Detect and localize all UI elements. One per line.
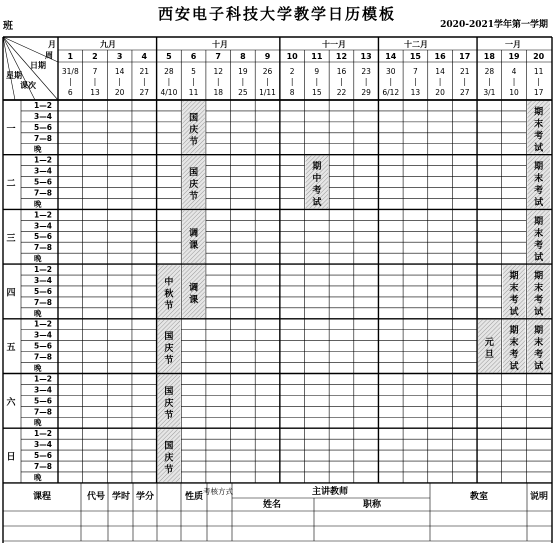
period-label: 3—4 [34, 221, 52, 231]
semester-label: 2020-2021学年第一学期 [440, 20, 548, 30]
class-label: 班 [3, 21, 13, 32]
period-label: 7—8 [34, 188, 52, 198]
nature-header: 性质 [184, 492, 204, 502]
period-label: 1—2 [34, 100, 52, 110]
week-number: 19 [508, 52, 520, 61]
weekday-label: 五 [6, 343, 16, 354]
period-label: 7—8 [34, 297, 52, 307]
period-label: 晚 [34, 144, 42, 154]
corner-month-label: 月 [48, 40, 56, 49]
week-end-date: 27 [139, 88, 150, 97]
corner-date-label: 日期 [30, 61, 46, 70]
week-start-date: 26 [262, 67, 273, 76]
week-end-date: 1/11 [259, 88, 276, 97]
week-number: 2 [92, 52, 98, 61]
period-label: 1—2 [34, 210, 52, 220]
week-number: 10 [286, 52, 298, 61]
week-start-date: 7 [92, 67, 98, 76]
week-end-date: 20 [114, 88, 125, 97]
week-number: 12 [335, 52, 348, 61]
week-start-date: 5 [191, 67, 196, 76]
week-number: 14 [385, 52, 397, 61]
corner-period-label: 课次 [20, 81, 36, 90]
week-end-date: 6 [67, 88, 73, 97]
month-label: 九月 [100, 40, 116, 49]
week-start-date: 21 [139, 67, 150, 76]
page-title: 西安电子科技大学教学日历模板 [157, 5, 396, 23]
course-header: 课程 [32, 492, 52, 502]
teacher-header: 主讲教师 [311, 487, 349, 497]
week-start-date: 9 [314, 67, 320, 76]
week-number: 4 [141, 52, 148, 61]
month-label: 十二月 [404, 40, 428, 49]
period-label: 3—4 [34, 166, 52, 176]
week-start-date: 28 [484, 67, 495, 76]
hours-header: 学时 [111, 492, 131, 502]
period-label: 3—4 [34, 385, 52, 395]
weekday-label: 四 [6, 288, 16, 299]
week-end-date: 10 [509, 88, 519, 97]
event-label: 国庆节 [164, 386, 174, 421]
period-label: 1—2 [34, 265, 52, 275]
week-end-date: 22 [336, 88, 347, 97]
event-label: 期末考试 [509, 326, 519, 373]
period-label: 5—6 [34, 232, 52, 242]
week-end-date: 29 [361, 88, 371, 97]
period-label: 1—2 [34, 319, 52, 329]
week-start-date: 23 [361, 67, 371, 76]
week-start-date: 21 [459, 67, 470, 76]
weekday-label: 六 [6, 397, 16, 408]
event-label: 期中考试 [312, 162, 322, 209]
week-start-date: 19 [238, 67, 248, 76]
period-label: 1—2 [34, 429, 52, 439]
event-label: 期末考试 [534, 271, 544, 318]
weekday-label: 三 [6, 233, 16, 244]
week-number: 5 [166, 52, 172, 61]
week-end-date: 27 [459, 88, 470, 97]
week-end-date: 13 [410, 88, 421, 97]
week-start-date: 2 [289, 67, 295, 76]
code-header: 代号 [86, 492, 106, 502]
period-label: 晚 [34, 308, 42, 318]
period-label: 5—6 [34, 122, 52, 132]
event-label: 调课 [189, 228, 199, 251]
week-start-date: 4 [511, 67, 517, 76]
week-end-date: 13 [90, 88, 100, 97]
week-start-date: 28 [164, 67, 174, 76]
month-label: 十一月 [322, 40, 346, 49]
week-number: 15 [409, 52, 421, 61]
week-start-date: 7 [413, 67, 418, 76]
period-label: 晚 [34, 363, 42, 373]
classroom-header: 教室 [469, 492, 489, 502]
event-label: 期末考试 [534, 216, 544, 263]
corner-weekday-label: 星期 [6, 71, 22, 80]
week-start-date: 16 [336, 67, 347, 76]
period-label: 晚 [34, 472, 42, 482]
period-label: 3—4 [34, 330, 52, 340]
month-label: 十月 [212, 40, 228, 49]
event-label: 期末考试 [509, 271, 519, 318]
event-label: 国庆节 [189, 168, 199, 203]
week-start-date: 12 [213, 67, 223, 76]
week-number: 16 [434, 52, 446, 61]
weekday-label: 一 [6, 124, 16, 135]
period-label: 7—8 [34, 243, 52, 253]
week-number: 9 [264, 52, 271, 61]
period-label: 1—2 [34, 374, 52, 384]
period-label: 7—8 [34, 461, 52, 471]
notes-header: 说明 [529, 492, 549, 502]
weekday-label: 日 [6, 452, 16, 463]
teacher-name-header: 姓名 [262, 500, 282, 510]
week-start-date: 31/8 [61, 67, 79, 76]
event-label: 元旦 [484, 338, 494, 361]
period-label: 5—6 [34, 451, 52, 461]
week-end-date: 15 [312, 88, 322, 97]
period-label: 3—4 [34, 111, 52, 121]
week-start-date: 11 [533, 67, 544, 76]
event-label: 期末考试 [534, 326, 544, 373]
period-label: 晚 [34, 418, 42, 428]
period-label: 晚 [34, 254, 42, 264]
week-number: 18 [483, 52, 495, 61]
week-end-date: 20 [435, 88, 445, 97]
week-number: 13 [360, 52, 372, 61]
period-label: 7—8 [34, 407, 52, 417]
week-number: 3 [116, 52, 123, 61]
week-number: 17 [459, 52, 471, 61]
event-label: 期末考试 [534, 107, 544, 154]
week-start-date: 30 [386, 67, 396, 76]
period-label: 晚 [34, 199, 42, 209]
week-end-date: 8 [289, 88, 295, 97]
period-label: 7—8 [34, 352, 52, 362]
event-label: 国庆节 [164, 441, 174, 476]
week-number: 20 [533, 52, 545, 61]
week-number: 6 [190, 52, 197, 61]
exam-method-header: 考核方式 [203, 487, 233, 496]
week-end-date: 6/12 [382, 88, 400, 97]
week-start-date: 14 [435, 67, 445, 76]
month-label: 一月 [505, 40, 521, 49]
period-label: 5—6 [34, 177, 52, 187]
period-label: 7—8 [34, 133, 52, 143]
period-label: 5—6 [34, 396, 52, 406]
credits-header: 学分 [135, 492, 155, 502]
period-label: 1—2 [34, 155, 52, 165]
period-label: 5—6 [34, 341, 52, 351]
week-number: 8 [240, 52, 246, 61]
event-label: 期末考试 [534, 162, 544, 209]
corner-week-label: 周 [45, 51, 53, 60]
week-end-date: 18 [213, 88, 223, 97]
week-number: 1 [67, 52, 74, 61]
week-number: 7 [215, 52, 222, 61]
week-end-date: 11 [188, 88, 199, 97]
week-end-date: 4/10 [160, 88, 178, 97]
period-label: 3—4 [34, 440, 52, 450]
week-start-date: 14 [114, 67, 125, 76]
week-end-date: 17 [533, 88, 544, 97]
event-label: 国庆节 [189, 113, 199, 148]
event-label: 中秋节 [164, 277, 174, 312]
week-end-date: 25 [238, 88, 248, 97]
period-label: 3—4 [34, 275, 52, 285]
week-end-date: 3/1 [483, 88, 496, 97]
teacher-title-header: 职称 [362, 500, 382, 510]
week-number: 11 [311, 52, 323, 61]
period-label: 5—6 [34, 286, 52, 296]
event-label: 调课 [189, 283, 199, 306]
event-label: 国庆节 [164, 332, 174, 367]
weekday-label: 二 [6, 179, 16, 190]
